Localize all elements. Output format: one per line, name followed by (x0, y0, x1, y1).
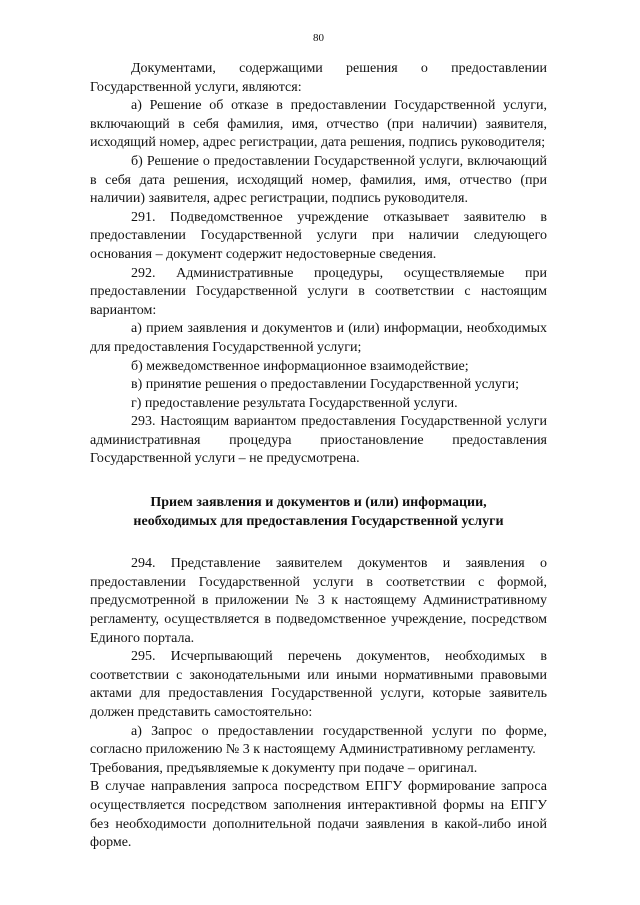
paragraph-294: 294. Представление заявителем документов и заявления о предоставлении Государственной услуги в соответствии с формой, предусмотренной в приложении № 3 к настоящему Административному регламенту, осуществляется в подведомственное учреждение, посредством Единого портала. (90, 556, 547, 646)
paragraph-295: 295. Исчерпывающий перечень документов, необходимых в соответствии с законодательными или иными нормативными правовыми актами для предоставления Государственной услуги, которые заявитель должен представить самостоятельно: (90, 649, 547, 720)
section-heading-line-1: Прием заявления и документов и (или) информации, (150, 495, 487, 511)
section-heading (90, 494, 547, 531)
page-number: 80 (313, 32, 324, 44)
paragraph-procedure-c: в) принятие решения о предоставлении Государственной услуги; (131, 377, 520, 393)
document-body (90, 60, 547, 853)
paragraph-292: 292. Административные процедуры, осуществляемые при предоставлении Государственной услуги в соответствии с настоящим вариантом: (90, 265, 547, 318)
paragraph-requirements: Требования, предъявляемые к документу при подаче – оригинал. (90, 760, 478, 776)
paragraph-item-a-refusal: а) Решение об отказе в предоставлении Государственной услуги, включающий в себя фамилия, имя, отчество (при наличии) заявителя, исходящий номер, адрес регистрации, дата решения, подпись руководителя; (90, 98, 547, 151)
paragraph-epgu: В случае направления запроса посредством ЕПГУ формирование запроса осуществляется посредством заполнения интерактивной формы на ЕПГУ без необходимости дополнительной подачи заявления в какой-либо иной форме. (90, 779, 547, 851)
paragraph-intro: Документами, содержащими решения о предоставлении Государственной услуги, являются: (90, 61, 547, 95)
paragraph-procedure-a: а) прием заявления и документов и (или) информации, необходимых для предоставления Государственной услуги; (90, 321, 547, 355)
paragraph-item-b-grant: б) Решение о предоставлении Государственной услуги, включающий в себя дата решения, исходящий номер, фамилия, имя, отчество (при наличии) заявителя, адрес регистрации, подпись руководителя. (90, 153, 547, 207)
paragraph-procedure-d: г) предоставление результата Государственной услуги. (131, 395, 458, 411)
paragraph-request-a: а) Запрос о предоставлении государственной услуги по форме, согласно приложению № 3 к настоящему Административному регламенту. (90, 723, 547, 758)
section-heading-line-2: необходимых для предоставления Государственной услуги (133, 513, 504, 529)
paragraph-procedure-b: б) межведомственное информационное взаимодействие; (131, 358, 469, 374)
paragraph-293: 293. Настоящим вариантом предоставления Государственной услуги административная процедура приостановление предоставления Государственной услуги – не предусмотрена. (90, 414, 547, 467)
paragraph-291: 291. Подведомственное учреждение отказывает заявителю в предоставлении Государственной услуги при наличии следующего основания – документ содержит недостоверные сведения. (90, 209, 547, 262)
